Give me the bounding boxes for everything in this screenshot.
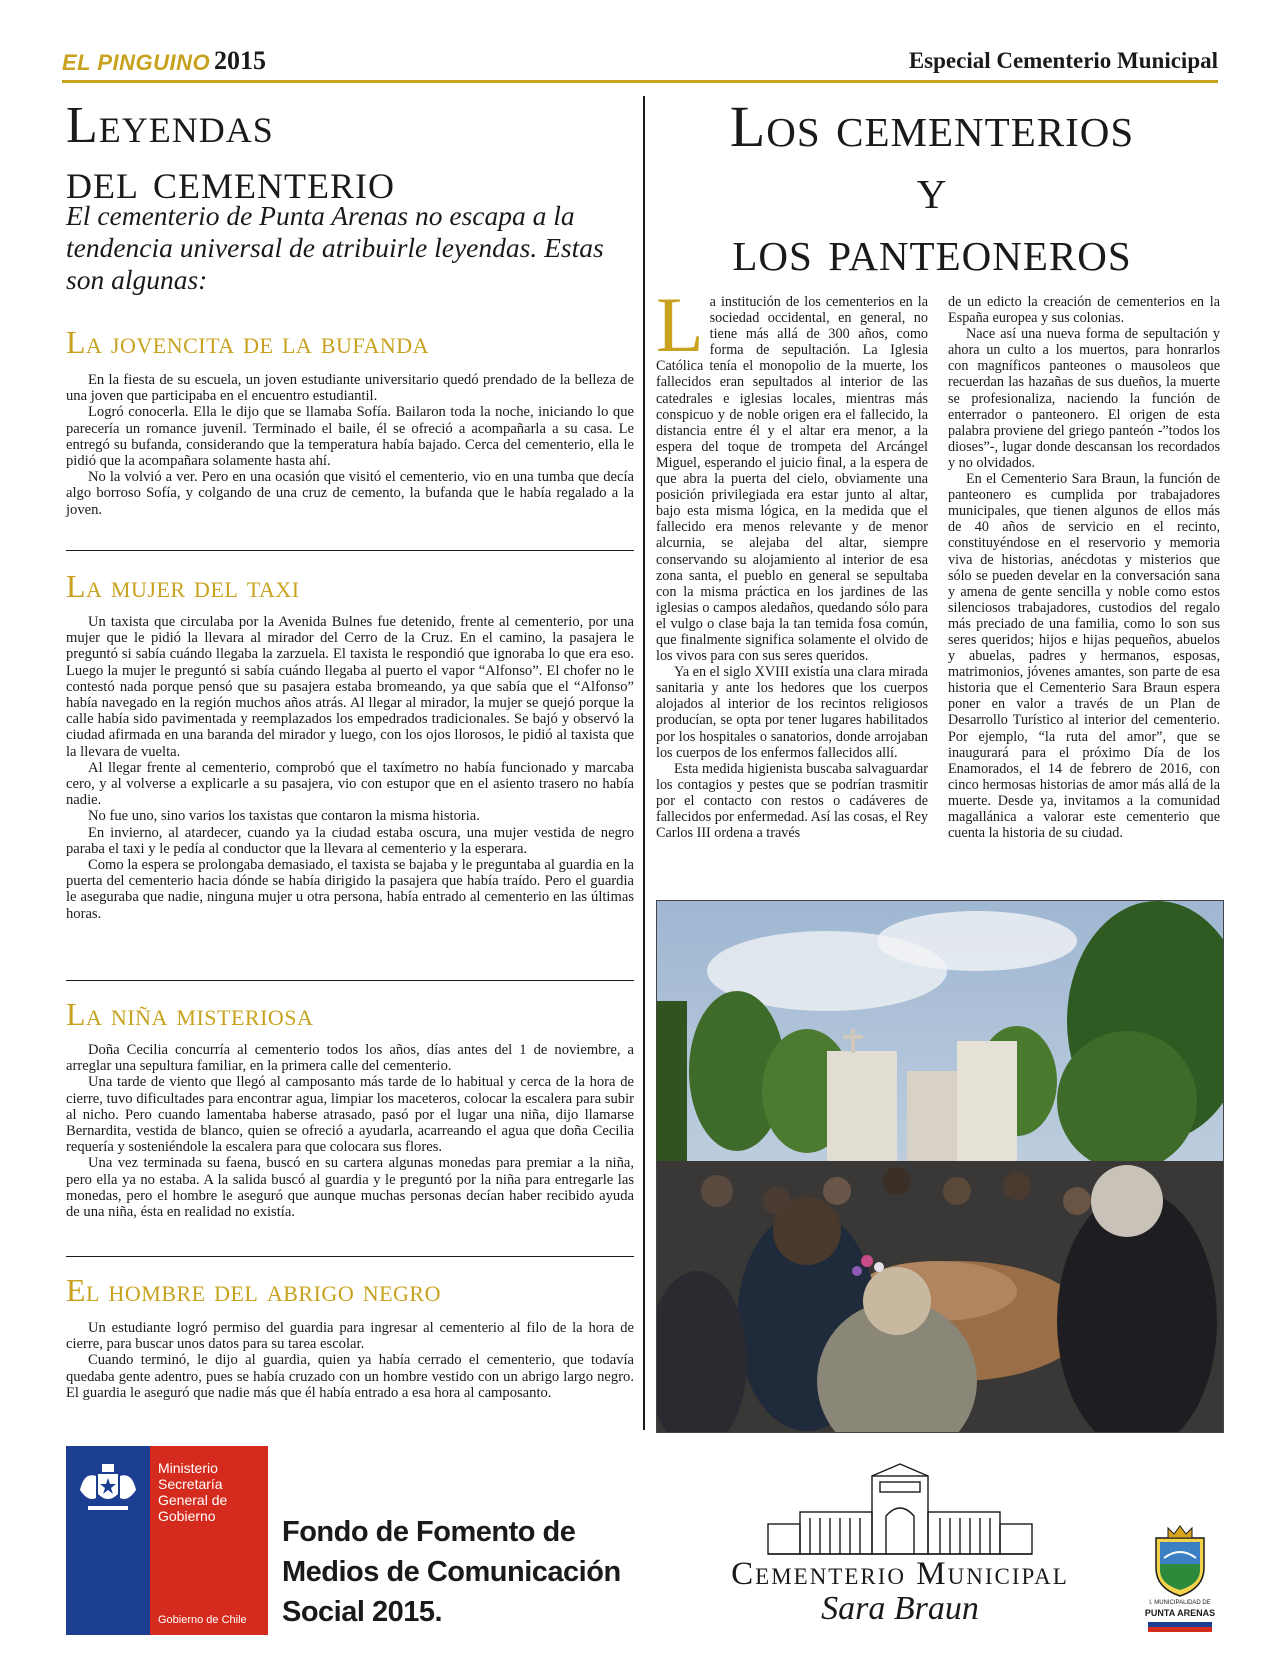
left-title-line2: del cementerio: [66, 153, 395, 210]
right-column-2: [948, 294, 1220, 841]
brand-name: EL PINGUINO: [62, 50, 211, 75]
gobierno-label: Gobierno de Chile: [158, 1614, 247, 1626]
paragraph: Doña Cecilia concurría al cementerio todos los años, días antes del 1 de noviembre, a arreglar una sepultura familiar, en la primera calle del cementerio.: [66, 1042, 634, 1075]
story-separator: [66, 1256, 634, 1257]
cementerio-municipal-logo: [690, 1462, 1110, 1632]
paragraph: Al llegar frente al cementerio, comprobó que el taxímetro no había funcionado y marcaba cero, y al volverse a explicarle a su pasajera, vio con estupor que en el asiento trasero no había nadie.: [66, 759, 634, 809]
paragraph: Como la espera se prolongaba demasiado, el taxista se bajaba y le preguntaba al guardia en la puerta del cementerio hacia dónde se había dirigido la pasajera que había traído. Pero el guardia le aseguraba que nadie, ninguna mujer u otra persona, había entrado al cementerio en las últimas horas.: [66, 857, 634, 922]
paragraph: Una vez terminada su faena, buscó en su cartera algunas monedas para premiar a la niña, pero ella ya no estaba. A la salida buscó al guardia y le preguntó por la niña para entregarle las monedas, pero el hombre le aseguró que aunque muchas personas decían haber recibido ayuda de una niña, ésta en realidad no existía.: [66, 1155, 634, 1221]
story-body-bufanda: [66, 372, 634, 518]
fondo-line: Medios de Comunicación: [282, 1556, 621, 1588]
left-title-line1: Leyendas: [66, 97, 274, 154]
ministry-name: [158, 1460, 227, 1524]
burial-photo: [656, 900, 1224, 1433]
paragraph: No fue uno, sino varios los taxistas que contaron la misma historia.: [88, 808, 480, 825]
chile-coat-of-arms-icon: [74, 1460, 142, 1520]
right-title-line1: Los cementerios: [729, 94, 1135, 159]
story-title-bufanda: La jovencita de la bufanda: [66, 324, 430, 360]
paragraph: Una tarde de viento que llegó al camposanto más tarde de lo habitual y cerca de la hora de cierre, tuvo dificultades para encontrar agua, limpiar los maceteros, colocar la escalera para subir al nicho. Pero cuando lamentaba haberse atrasado, pasó por el lugar una niña, dijo llamarse Bernardita, vestida de blanco, quien se ofreció a ayudarla, acarreando el agua que doña Cecilia requería y sosteniéndole la escalera para que colocara sus flores.: [66, 1074, 634, 1156]
municipalidad-logo: [1140, 1524, 1220, 1636]
paragraph: Un estudiante logró permiso del guardia para ingresar al cementerio al filo de la hora de cierre, para buscar unos datos para su tarea escolar.: [66, 1320, 634, 1353]
story-title-abrigo: El hombre del abrigo negro: [66, 1272, 441, 1308]
right-column-1: [656, 281, 928, 842]
header-rule: [62, 80, 1218, 83]
story-body-nina: [66, 1042, 634, 1220]
paragraph: No la volvió a ver. Pero en una ocasión que visitó el cementerio, vio en una tumba que decía algo borroso Sofía, y colgando de una cruz de cemento, la bufanda que le había regalado a la joven.: [66, 469, 634, 518]
fondo-fomento-text: [282, 1512, 621, 1632]
municipal-shield-icon: [1150, 1524, 1210, 1598]
drop-cap: L: [656, 281, 704, 368]
story-body-abrigo: [66, 1320, 634, 1401]
paragraph: de un edicto la creación de cementerios en la España europea y sus colonias.: [948, 294, 1220, 327]
paragraph: En invierno, al atardecer, cuando ya la ciudad estaba oscura, una mujer vestida de negro paraba el taxi y le pedía al conductor que la llevara al cementerio y la esperara.: [66, 824, 634, 857]
gobierno-de-chile-logo: [66, 1446, 268, 1635]
fondo-line: Fondo de Fomento de: [282, 1516, 576, 1548]
paragraph: En la fiesta de su escuela, un joven estudiante universitario quedó prendado de la belleza de una joven que participaba en el encuentro estudiantil.: [66, 372, 634, 405]
edition-year: 2015: [214, 46, 266, 75]
ministry-line: Ministerio: [158, 1460, 218, 1476]
paragraph: Esta medida higienista buscaba salvaguardar los contagios y pestes que se podrían trasmitir por el contacto con restos o cadáveres de fallecidos por enfermedad. Así las cosas, el Rey Carlos III ordena a través: [656, 760, 928, 842]
right-title-line3: los panteoneros: [732, 218, 1132, 283]
story-separator: [66, 550, 634, 551]
cemetery-name: Cementerio Municipal: [731, 1556, 1069, 1592]
paragraph: Ya en el siglo XVIII existía una clara mirada sanitaria y ante los hedores que los cuerpos alojados al interior de los recintos religiosos producían, se opta por tener lugares habilitados por los hospitales o sanatorios, donde arrojaban los cuerpos de los enfermos fallecidos allí.: [656, 664, 928, 761]
right-title-line2: y: [916, 156, 948, 221]
left-lead: El cementerio de Punta Arenas no escapa a la tendencia universal de atribuirle leyendas. Estas son algunas:: [66, 200, 604, 295]
paragraph: En el Cementerio Sara Braun, la función de panteonero es cumplida por trabajadores municipales, que tienen algunos de ellos más de 40 años de servicio en el recinto, constituyéndose en el reservorio y memoria viva de historias, anécdotas y misterios que sólo se pueden develar en la conversación sana y amena de gente sencilla y noble como estos silenciosos trabajadores, custodios del regalo más preciado de una familia, como lo son sus seres queridos; hijos e hijas pequeños, abuelos y abuelas, padres y hermanos, esposas, matrimonios, jóvenes amantes, son parte de esa historia que el Cementerio Sara Braun espera poner en valor a través de un Plan de Desarrollo Turístico al interior del cementerio. Por ejemplo, “la ruta del amor”, que se inaugurará para el próximo Día de los Enamorados, el 14 de febrero de 2016, con cinco hermosas historias de amor más allá de la muerte. Desde ya, invitamos a la comunidad magallánica a valorar este cementerio que cuenta la historia de su ciudad.: [948, 471, 1220, 842]
ministry-line: General de: [158, 1492, 228, 1508]
section-title: Especial Cementerio Municipal: [908, 48, 1218, 73]
paragraph: Nace así una nueva forma de sepultación y ahora un culto a los muertos, para honrarlos con magníficos panteones o mausoleos que recuerdan las hazañas de sus dueños, la muerte se profesionaliza, naciendo la función de enterrador o panteonero. El origen de esta palabra proviene del griego panteón -”todos los dioses”-, lugar donde descansan los recordados y no olvidados.: [948, 326, 1220, 471]
muni-top-text: I. MUNICIPALIDAD DE: [1149, 1600, 1211, 1606]
left-article-title: [66, 98, 395, 210]
ministry-line: Secretaría: [158, 1476, 223, 1492]
story-body-taxi: [66, 614, 634, 922]
column-divider: [643, 96, 645, 1430]
cemetery-subtitle: Sara Braun: [821, 1590, 979, 1627]
story-title-nina: La niña misteriosa: [66, 996, 314, 1032]
paragraph: Cuando terminó, le dijo al guardia, quien ya había cerrado el cementerio, que todavía quedaba gente adentro, pues se había cruzado con un hombre vestido con un abrigo largo negro. El guardia le aseguró que nadie más que él había entrado a esa hora al camposanto.: [66, 1352, 634, 1401]
cemetery-gate-icon: [760, 1462, 1040, 1558]
paragraph: [656, 281, 928, 665]
story-title-taxi: La mujer del taxi: [66, 568, 300, 604]
paragraph-text: a institución de los cementerios en la sociedad occidental, en general, no tiene más allá de 300 años, como forma de sepultación. La Iglesia Católica tenía el monopolio de la muerte, los fallecidos eran sepultados al interior de las catedrales e iglesias locales, mientras más conspicuo y de noble origen era el fallecido, la distancia entre él y el altar era menor, a la espera del toque de trompeta del Arcángel Miguel, esperando el juicio final, a la espera de que abra la puerta del cielo, obviamente una posición privilegiada era estar junto al altar, bajo esta misma lógica, en la medida que el fallecido era menos relevante y de menor alcurnia, se alejaba del altar, siempre conservando su alojamiento al interior de esa zona santa, el pueblo en general se sepultaba con la misma práctica en los jardines de las iglesias o campos aledaños, quedando sólo para el vulgo o clase baja la tan temida fosa común, que finalmente significa solamente el olvido de los vivos para con sus seres queridos.: [656, 294, 928, 665]
fondo-line: Social 2015.: [282, 1596, 443, 1628]
right-article-title: [654, 96, 1210, 282]
paragraph: Logró conocerla. Ella le dijo que se llamaba Sofía. Bailaron toda la noche, iniciando lo que parecería un romance juvenil. Terminado el baile, él se ofreció a acompañarla a su casa. Le entregó su bufanda, considerando que la temperatura había bajado. Cerca del cementerio, ella le pidió que la acompañara solamente hasta ahí.: [66, 404, 634, 470]
paragraph: Un taxista que circulaba por la Avenida Bulnes fue detenido, frente al cementerio, por una mujer que le pidió la llevara al mirador del Cerro de la Cruz. En el camino, la pasajera le preguntó si sabía cuándo llegaba la zarzuela. El taxista le respondió que ignoraba lo que era eso. Luego la mujer le preguntó si sabía cuándo llegaba al puerto el vapor “Alfonso”. El chofer no le contestó nada porque pensó que su pasajera estaba bromeando, ya que sabía que el “Alfonso” había navegado en la región muchos años atrás. Al llegar al mirador, la mujer se quejó porque la calle había sido pavimentada y reemplazados los empedrados tradicionales. Se bajó y observó la ciudad afirmada en una baranda del mirador y luego, con los ojos llorosos, le pidió al taxista que la llevara de vuelta.: [66, 614, 634, 760]
muni-name: PUNTA ARENAS: [1144, 1608, 1216, 1618]
ministry-line: Gobierno: [158, 1508, 216, 1524]
muni-stripe-red: [1148, 1627, 1212, 1632]
story-separator: [66, 980, 634, 981]
